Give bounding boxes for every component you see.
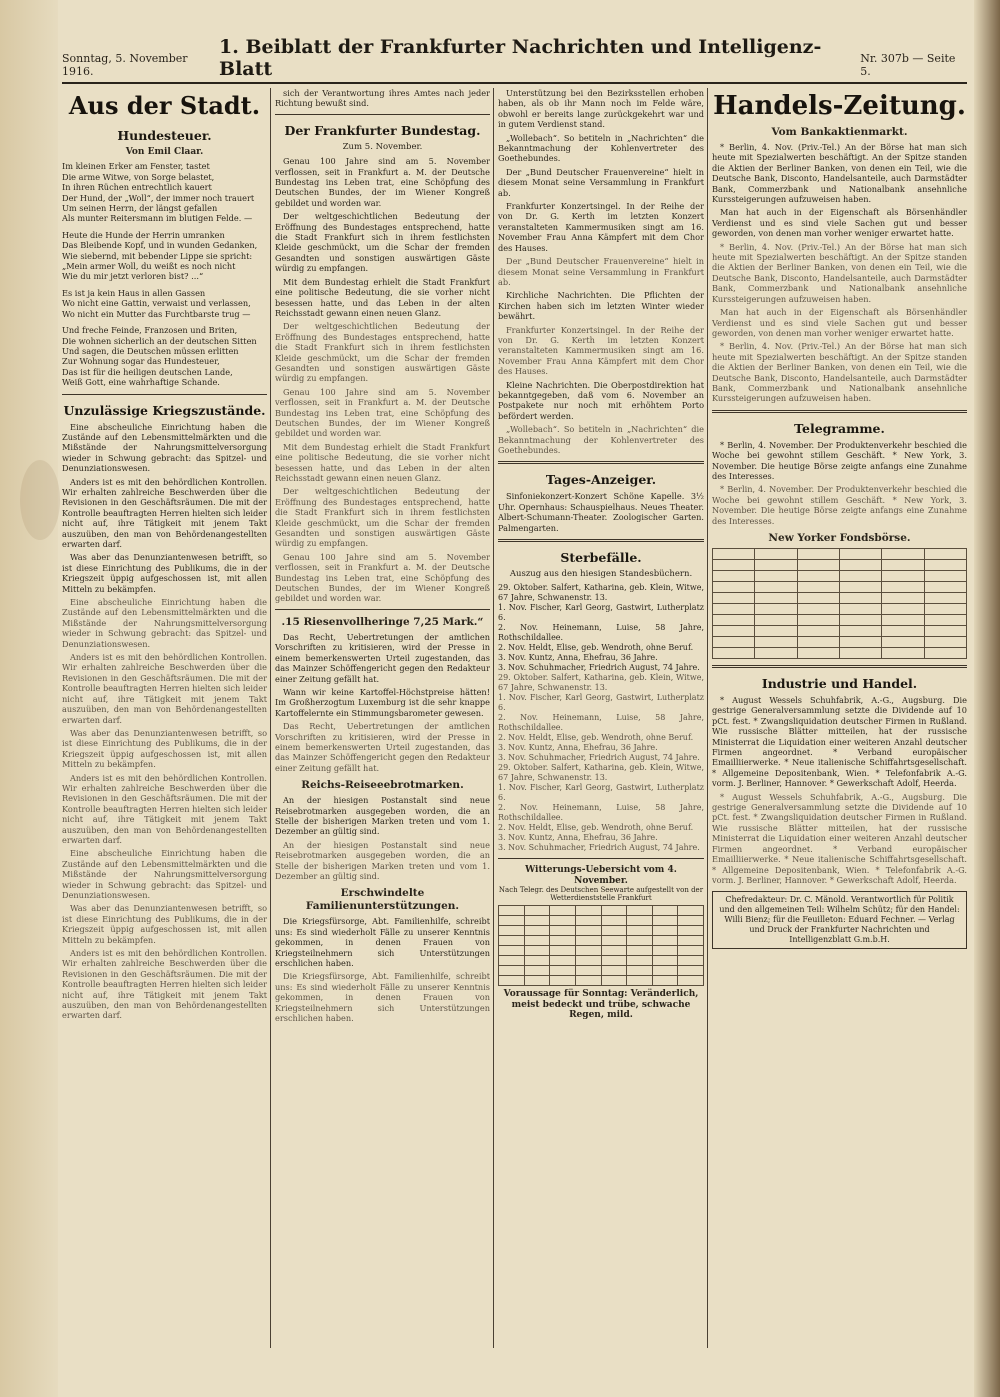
poem-stanza: Im kleinen Erker am Fenster, tastet Die arme Witwe, von Sorge belastet, In ihren Rüchen entrechtlich kauert Der Hund, der „Woll“, der immer noch trauert Um seinen Herrn, der längst gefallen Als munter Reitersmann im blutigen Felde. — [62,161,255,224]
article-title: .15 Riesenvollheringe 7,25 Mark.“ [281,615,484,628]
article-paragraph: Anders ist es mit den behördlichen Kontrollen. Wir erhalten zahlreiche Beschwerden über die Revisionen in den Geschäftsräumen. Die mit der Kontrolle beauftragten Herren hielten sich leider nicht auf, ihre Tätigkeit mit jenem Takt auszuüben, den man von Behördenangestellten erwarten darf. [62,772,267,845]
weather-report [498,865,704,1020]
masthead-title: 1. Beiblatt der Frankfurter Nachrichten und Intelligenz-Blatt [219,36,822,80]
article-continuation: sich der Verantwortung ihres Amtes nach jeder Richtung bewußt sind. [275,88,490,109]
article-continuation: Unterstützung bei den Bezirksstellen erhoben haben, als ob ihr Mann noch im Felde wäre, obwohl er bereits lange zurückgekehrt war und in gutem Verdienst stand. [498,88,704,130]
article-paragraph: Wann wir keine Kartoffel-Höchstpreise hätten! Im Großherzogtum Luxemburg ist die sehr knappe Kartoffelernte ein Stimmungsbarometer gewesen. [275,686,490,718]
market-table [712,548,967,659]
article-paragraph: Anders ist es mit den behördlichen Kontrollen. Wir erhalten zahlreiche Beschwerden über die Revisionen in den Geschäftsräumen. Die mit der Kontrolle beauftragten Herren hielten sich leider nicht auf, ihre Tätigkeit mit jenem Takt auszuüben, den man von Behördenangestellten erwarten darf. [62,652,267,725]
article-title: Erschwindelte Familienunterstützungen. [305,887,460,913]
article-paragraph: Eine abscheuliche Einrichtung haben die Zustände auf den Lebensmittelmärkten und die Mißstände der Nahrungsmittelversorgung wieder in Schwung gebracht: das Spitzel- und Denunziationswesen. [62,597,267,649]
death-notices-subtitle: Auszug aus den hiesigen Standesbüchern. [509,569,693,580]
poem-stanza: Heute die Hunde der Herrin umranken Das Bleibende Kopf, und in wunden Gedanken, Wie siebernd, mit bebender Lippe sie spricht: „Mein armer Woll, du weißt es noch nicht Wie du mir jetzt verloren bist? ...“ [62,229,258,282]
article-paragraph: Der weltgeschichtlichen Bedeutung der Eröffnung des Bundestages entsprechend, hatte die Stadt Frankfurt sich in ihrem festlichsten Kleide geschmückt, um die Schar der fremden Gesandten und sonstigen auswärtigen Gäste würdig zu empfangen. [275,211,490,274]
page-binding [0,0,58,1397]
column-rule [707,88,708,1348]
divider [498,461,704,464]
column-3 [498,88,704,1348]
poem-byline: Von Emil Claar. [125,147,204,157]
telegrams-text: * Berlin, 4. November. Der Produktenverkehr beschied die Woche bei gewohnt stillem Geschäft. * New York, 3. November. Die heutige Börse zeigte anfangs eine Zunahme des Interesses. [712,439,967,481]
section-title-local: Aus der Stadt. [68,91,261,120]
article-paragraph: Der weltgeschichtlichen Bedeutung der Eröffnung des Bundestages entsprechend, hatte die Stadt Frankfurt sich in ihrem festlichsten Kleide geschmückt, um die Schar der fremden Gesandten und sonstigen auswärtigen Gäste würdig zu empfangen. [275,486,490,549]
news-item: Der „Bund Deutscher Frauenvereine“ hielt in diesem Monat seine Versammlung in Frankfurt ab. [498,166,704,198]
divider [712,665,967,668]
article-paragraph: Was aber das Denunziantenwesen betrifft, so ist diese Einrichtung des Publikums, die in der Kriegszeit üppig aufgeschossen ist, mit allen Mitteln zu bekämpfen. [62,552,267,594]
industry-text: * August Wessels Schuhfabrik, A.-G., Augsburg. Die gestrige Generalversammlung setzte die Dividende auf 10 pCt. fest. * Zwangsliquidation deutscher Firmen in Rußland. Wie russische Blätter mitteilen, hat der russische Ministerrat die Liquidation einer weiteren Anzahl deutscher Firmen angeordnet. * Verband europäischer Emailliierwerke. * Neue italienische Schiffahrtsgesellschaft. * Allgemeine Depositenbank, Wien. * Telefonfabrik A.-G. vorm. J. Berliner, Hannover. * Gewerkschaft Adolf, Heerda. [712,791,967,885]
masthead-date: Sonntag, 5. November 1916. [62,52,188,78]
news-item: „Wollebach“. So betiteln in „Nachrichten“ die Bekanntmachung der Kohlenvertreter des Goethebundes. [498,424,704,455]
article-paragraph: Genau 100 Jahre sind am 5. November verflossen, seit in Frankfurt a. M. der Deutsche Bundestag ins Leben trat, eine Schöpfung des Deutschen Bundes, der im Wiener Kongreß gebildet und worden war. [275,386,490,439]
article-paragraph: Eine abscheuliche Einrichtung haben die Zustände auf den Lebensmittelmärkten und die Mißstände der Nahrungsmittelversorgung wieder in Schwung gebracht: das Spitzel- und Denunziationswesen. [62,421,267,474]
death-notices-list: 29. Oktober. Salfert, Katharina, geb. Klein, Witwe, 67 Jahre, Schwanenstr. 13. 1. Nov. Fischer, Karl Georg, Gastwirt, Lutherplatz 6. 2. Nov. Heinemann, Luise, 58 Jahre, Rothschildallee. 2. Nov. Heldt, Elise, geb. Wendroth, ohne Beruf. 3. Nov. Kuntz, Anna, Ehefrau, 36 Jahre. 3. Nov. Schuhmacher, Friedrich August, 74 Jahre. [498,763,704,853]
business-paragraph: Man hat auch in der Eigenschaft als Börsenhändler Verdienst und es sind viele Sachen gut und besser geworden, von denen man vorher weniger erwartet hatte. [712,307,967,338]
death-notices-title: Sterbefälle. [560,550,642,566]
divider [62,394,267,395]
telegrams-title: Telegramme. [794,420,885,436]
article-paragraph: Das Recht, Uebertretungen der amtlichen Vorschriften zu kritisieren, wird der Presse in einem bemerkenswerten Urteil zugestanden, das das Mainzer Schöffengericht gegen den Redakteur einer Zeitung gefällt hat. [275,721,490,773]
article-title: Reichs-Reiseeebrotmarken. [301,779,464,792]
news-item: Der „Bund Deutscher Frauenvereine“ hielt in diesem Monat seine Versammlung in Frankfurt ab. [498,256,704,287]
article-paragraph: Was aber das Denunziantenwesen betrifft, so ist diese Einrichtung des Publikums, die in der Kriegszeit üppig aufgeschossen ist, mit allen Mitteln zu bekämpfen. [62,903,267,945]
article-paragraph: Die Kriegsfürsorge, Abt. Familienhilfe, schreibt uns: Es sind wiederholt Fälle zu unserer Kenntnis gekommen, in denen Frauen von Kriegsteilnehmern sich Unterstützungen erschlichen haben. [275,916,490,969]
business-paragraph: Man hat auch in der Eigenschaft als Börsenhändler Verdienst und es sind viele Sachen gut und besser geworden, von denen man vorher weniger erwartet hatte. [712,207,967,239]
article-paragraph: Genau 100 Jahre sind am 5. November verflossen, seit in Frankfurt a. M. der Deutsche Bundestag ins Leben trat, eine Schöpfung des Deutschen Bundes, der im Wiener Kongreß gebildet und worden war. [275,156,490,208]
column-rule [493,88,494,1348]
article-dateline: Zum 5. November. [342,141,423,152]
business-paragraph: * Berlin, 4. Nov. (Priv.-Tel.) An der Börse hat man sich heute mit Spezialwerten beschäftigt. An der Spitze standen die Aktien der Berliner Banken, von denen ein Teil, wie die Deutsche Bank, Disconto, Handelsanteile, auch Darmstädter Bank, Commerzbank und Nationalbank ansehnliche Kurssteigerungen aufzuweisen haben. [712,241,967,304]
article-title: Der Frankfurter Bundestag. [284,122,481,138]
article-paragraph: Was aber das Denunziantenwesen betrifft, so ist diese Einrichtung des Publikums, die in der Kriegszeit üppig aufgeschossen ist, mit allen Mitteln zu bekämpfen. [62,727,267,770]
death-notices-list: 29. Oktober. Salfert, Katharina, geb. Klein, Witwe, 67 Jahre, Schwanenstr. 13. 1. Nov. Fischer, Karl Georg, Gastwirt, Lutherplatz 6. 2. Nov. Heinemann, Luise, 58 Jahre, Rothschildallee. 2. Nov. Heldt, Elise, geb. Wendroth, ohne Beruf. 3. Nov. Kuntz, Anna, Ehefrau, 36 Jahre. 3. Nov. Schuhmacher, Friedrich August, 74 Jahre. [498,673,704,763]
article-paragraph: Das Recht, Uebertretungen der amtlichen Vorschriften zu kritisieren, wird der Presse in einem bemerkenswerten Urteil zugestanden, das das Mainzer Schöffengericht gegen den Redakteur einer Zeitung gefällt hat. [275,631,490,684]
article-paragraph: Anders ist es mit den behördlichen Kontrollen. Wir erhalten zahlreiche Beschwerden über die Revisionen in den Geschäftsräumen. Die mit der Kontrolle beauftragten Herren hielten sich leider nicht auf, ihre Tätigkeit mit jenem Takt auszuüben, den man von Behördenangestellten erwarten darf. [62,948,267,1021]
market-table-title: New Yorker Fondsbörse. [768,532,911,544]
telegrams-text: * Berlin, 4. November. Der Produktenverkehr beschied die Woche bei gewohnt stillem Geschäft. * New York, 3. November. Die heutige Börse zeigte anfangs eine Zunahme des Interesses. [712,484,967,526]
divider [275,609,490,610]
news-item: Frankfurter Konzertsingel. In der Reihe der von Dr. G. Kerth im letzten Konzert veranstalteten Kammermusiken singt am 16. November Frau Anna Kämpfert mit dem Chor des Hauses. [498,201,704,253]
news-item: „Wollebach“. So betiteln in „Nachrichten“ die Bekanntmachung der Kohlenvertreter des Goethebundes. [498,132,704,164]
column-2 [275,88,490,1348]
page-edge [974,0,1000,1397]
article-paragraph: Eine abscheuliche Einrichtung haben die Zustände auf den Lebensmittelmärkten und die Mißstände der Nahrungsmittelversorgung wieder in Schwung gebracht: das Spitzel- und Denunziationswesen. [62,848,267,900]
masthead [62,36,967,84]
paper-stain [20,460,60,540]
weather-forecast: Voraussage für Sonntag: Veränderlich, meist bedeckt und trübe, schwache Regen, mild. [503,989,699,1021]
weather-subtitle: Nach Telegr. des Deutschen Seewarte aufgestellt von der Wetterdienststelle Frankfurt [498,886,704,903]
news-item: Kleine Nachrichten. Die Oberpostdirektion hat bekanntgegeben, daß vom 6. November an Postpakete nur noch mit erhöhtem Porto befördert werden. [498,379,704,421]
poem [62,161,267,387]
divider [275,114,490,115]
column-rule [270,88,271,1348]
business-paragraph: * Berlin, 4. Nov. (Priv.-Tel.) An der Börse hat man sich heute mit Spezialwerten beschäftigt. An der Spitze standen die Aktien der Berliner Banken, von denen ein Teil, wie die Deutsche Bank, Disconto, Handelsanteile, auch Darmstädter Bank, Commerzbank und Nationalbank ansehnliche Kurssteigerungen aufzuweisen haben. [712,142,967,205]
column-4 [712,88,967,1348]
divider [498,858,704,859]
article-paragraph: An der hiesigen Postanstalt sind neue Reisebrotmarken ausgegeben worden, die an Stelle der bisherigen Marken treten und vom 1. Dezember an gültig sind. [275,795,490,837]
article-paragraph: Anders ist es mit den behördlichen Kontrollen. Wir erhalten zahlreiche Beschwerden über die Revisionen in den Geschäftsräumen. Die mit der Kontrolle beauftragten Herren hielten sich leider nicht auf, ihre Tätigkeit mit jenem Takt auszuüben, den man von Behördenangestellten erwarten darf. [62,476,267,549]
divider [498,539,704,542]
industry-text: * August Wessels Schuhfabrik, A.-G., Augsburg. Die gestrige Generalversammlung setzte die Dividende auf 10 pCt. fest. * Zwangsliquidation deutscher Firmen in Rußland. Wie russische Blätter mitteilen, hat der russische Ministerrat die Liquidation einer weiteren Anzahl deutscher Firmen angeordnet. * Verband europäischer Emailliierwerke. * Neue italienische Schiffahrtsgesellschaft. * Allgemeine Depositenbank, Wien. * Telefonfabrik A.-G. vorm. J. Berliner, Hannover. * Gewerkschaft Adolf, Heerda. [712,695,967,789]
imprint-box: Chefredakteur: Dr. C. Mänold. Verantwortlich für Politik und den allgemeinen Teil: Wilhelm Schütz; für den Handel: Willi Bienz; für die Feuilleton: Eduard Fechner. — Verlag und Druck der Frankfurter Nachrichten und Intelligenzblatt G.m.b.H. [712,891,967,949]
tages-anzeiger-title: Tages-Anzeiger. [545,472,657,488]
article-paragraph: Der weltgeschichtlichen Bedeutung der Eröffnung des Bundestages entsprechend, hatte die Stadt Frankfurt sich in ihrem festlichsten Kleide geschmückt, um die Schar der fremden Gesandten und sonstigen auswärtigen Gäste würdig zu empfangen. [275,321,490,384]
business-paragraph: * Berlin, 4. Nov. (Priv.-Tel.) An der Börse hat man sich heute mit Spezialwerten beschäftigt. An der Spitze standen die Aktien der Berliner Banken, von denen ein Teil, wie die Deutsche Bank, Disconto, Handelsanteile, auch Darmstädter Bank, Commerzbank und Nationalbank ansehnliche Kurssteigerungen aufzuweisen haben. [712,341,967,404]
section-title-business: Handels-Zeitung. [713,91,966,121]
poem-title: Hundesteuer. [117,128,212,143]
news-item: Frankfurter Konzertsingel. In der Reihe der von Dr. G. Kerth im letzten Konzert veranstalteten Kammermusiken singt am 16. November Frau Anna Kämpfert mit dem Chor des Hauses. [498,324,704,377]
divider [712,410,967,413]
tages-anzeiger-text: Sinfoniekonzert-Konzert Schöne Kapelle. 3½ Uhr. Opernhaus: Schauspielhaus. Neues Theater. Albert-Schumann-Theater. Zoologischer Garten. Palmengarten. [498,491,704,533]
weather-table [498,905,704,986]
business-subtitle: Vom Bankaktienmarkt. [771,126,908,138]
article-paragraph: Mit dem Bundestag erhielt die Stadt Frankfurt eine politische Bedeutung, die sie vorher nicht besessen hatte, und das Leben in der alten Reichsstadt gewann einen neuen Glanz. [275,276,490,318]
article-title: Unzulässige Kriegszustände. [63,402,266,418]
article-paragraph: Die Kriegsfürsorge, Abt. Familienhilfe, schreibt uns: Es sind wiederholt Fälle zu unserer Kenntnis gekommen, in denen Frauen von Kriegsteilnehmern sich Unterstützungen erschlichen haben. [275,971,490,1024]
weather-title: Witterungs-Uebersicht vom 4. November. [525,865,677,886]
industry-title: Industrie und Handel. [761,676,918,691]
news-item: Kirchliche Nachrichten. Die Pflichten der Kirchen haben sich im letzten Winter wieder bewährt. [498,290,704,322]
article-paragraph: An der hiesigen Postanstalt sind neue Reisebrotmarken ausgegeben worden, die an Stelle der bisherigen Marken treten und vom 1. Dezember an gültig sind. [275,839,490,881]
poem-stanza: Und freche Feinde, Franzosen und Briten, Die wohnen sicherlich an der deutschen Sitten Und sagen, die Deutschen müssen erlitten Zur Wohnung sogar das Hundesteuer, Das ist für die heiligen deutschen Lande, Weiß Gott, eine wahrhaftige Schande. [62,325,257,388]
article-paragraph: Genau 100 Jahre sind am 5. November verflossen, seit in Frankfurt a. M. der Deutsche Bundestag ins Leben trat, eine Schöpfung des Deutschen Bundes, der im Wiener Kongreß gebildet und worden war. [275,551,490,604]
poem-stanza: Es ist ja kein Haus in allen Gassen Wo nicht eine Gattin, verwaist und verlassen, Wo nicht ein Mutter das Furchtbarste trug — [62,287,251,319]
column-1 [62,88,267,1348]
masthead-page-number: Nr. 307b — Seite 5. [860,52,956,78]
article-paragraph: Mit dem Bundestag erhielt die Stadt Frankfurt eine politische Bedeutung, die sie vorher nicht besessen hatte, und das Leben in der alten Reichsstadt gewann einen neuen Glanz. [275,441,490,483]
death-notices-list: 29. Oktober. Salfert, Katharina, geb. Klein, Witwe, 67 Jahre, Schwanenstr. 13. 1. Nov. Fischer, Karl Georg, Gastwirt, Lutherplatz 6. 2. Nov. Heinemann, Luise, 58 Jahre, Rothschildallee. 2. Nov. Heldt, Elise, geb. Wendroth, ohne Beruf. 3. Nov. Kuntz, Anna, Ehefrau, 36 Jahre. 3. Nov. Schuhmacher, Friedrich August, 74 Jahre. [498,583,704,673]
